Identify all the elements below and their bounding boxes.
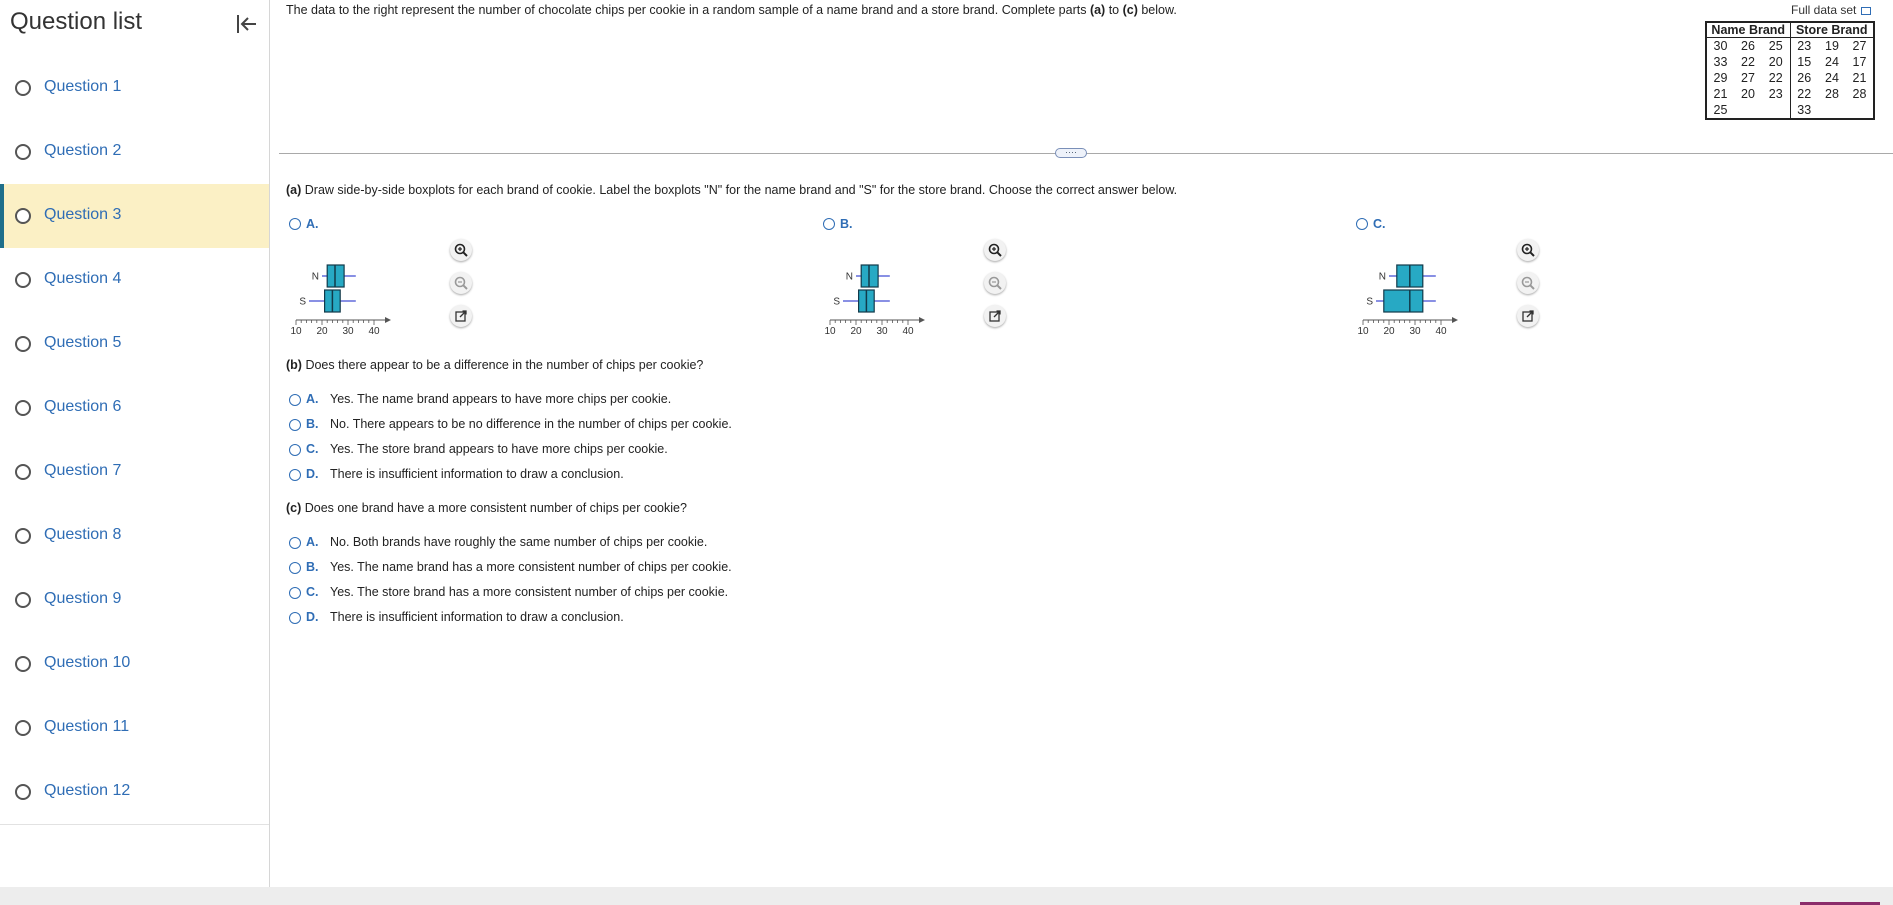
full-data-set-label[interactable]: Full data set xyxy=(1791,3,1857,17)
question-label[interactable]: Question 9 xyxy=(44,590,122,607)
part-b-option-letter[interactable]: D. xyxy=(306,467,319,481)
part-b-option-radio[interactable] xyxy=(289,394,301,406)
part-a-option-letter[interactable]: B. xyxy=(840,217,853,231)
part-c-option-text[interactable]: Yes. The store brand has a more consistent number of chips per cookie. xyxy=(330,585,729,599)
data-cell: 28 xyxy=(1825,87,1839,101)
part-c-option-text[interactable]: Yes. The name brand has a more consistent number of chips per cookie. xyxy=(330,560,732,574)
data-cell: 22 xyxy=(1790,86,1818,102)
question-status-icon xyxy=(15,656,31,672)
part-a-option-letter[interactable]: C. xyxy=(1373,217,1386,231)
data-cell: 26 xyxy=(1790,70,1818,86)
intro-text: The data to the right represent the number of chocolate chips per cookie in a random sample of a name brand and a store brand. Complete parts xyxy=(286,3,1090,17)
x-tick-label: 40 xyxy=(902,326,914,337)
question-list-sidebar xyxy=(0,0,270,887)
question-item[interactable] xyxy=(0,120,269,184)
intro-part-a: (a) xyxy=(1089,3,1106,17)
data-cell: 20 xyxy=(1768,55,1783,69)
data-cell: 25 xyxy=(1713,103,1728,117)
part-c-option-radio[interactable] xyxy=(289,537,301,549)
popout-button[interactable] xyxy=(450,305,472,327)
data-cell: 23 xyxy=(1768,87,1783,101)
data-cell xyxy=(1762,102,1790,119)
x-tick-label: 30 xyxy=(1409,326,1421,337)
question-status-icon xyxy=(15,592,31,608)
x-axis-arrow xyxy=(385,317,391,323)
zoom-out-icon xyxy=(1517,272,1539,294)
bottom-bar xyxy=(0,887,1893,905)
data-table-row xyxy=(1706,86,1874,102)
part-c-prompt xyxy=(286,501,687,515)
x-tick-label: 20 xyxy=(850,326,862,337)
zoom-out-button[interactable] xyxy=(450,272,472,294)
x-tick-label: 30 xyxy=(876,326,888,337)
part-c-option-radio[interactable] xyxy=(289,587,301,599)
x-tick-label: 20 xyxy=(1383,326,1395,337)
question-status-icon xyxy=(15,400,31,416)
part-b-option-radio[interactable] xyxy=(289,419,301,431)
sidebar-divider xyxy=(0,824,269,825)
zoom-out-icon xyxy=(984,272,1006,294)
part-b-option-radio[interactable] xyxy=(289,444,301,456)
data-cell: 23 xyxy=(1790,38,1818,55)
question-label[interactable]: Question 4 xyxy=(44,270,122,287)
question-intro xyxy=(286,3,1177,17)
part-a-option-radio[interactable] xyxy=(1356,218,1368,230)
zoom-in-icon xyxy=(450,239,472,261)
popout-button[interactable] xyxy=(1517,305,1539,327)
part-a-prompt xyxy=(286,183,1177,197)
part-c-option-text[interactable]: There is insufficient information to draw a conclusion. xyxy=(330,610,624,624)
data-table-body xyxy=(1706,38,1874,120)
part-b-option-text[interactable]: Yes. The store brand appears to have more chips per cookie. xyxy=(330,442,668,456)
question-status-icon xyxy=(15,80,31,96)
data-cell xyxy=(1818,102,1846,119)
boxplot-chart xyxy=(1353,247,1493,342)
part-b-option-text[interactable]: No. There appears to be no difference in the number of chips per cookie. xyxy=(330,417,732,431)
zoom-in-icon xyxy=(1517,239,1539,261)
handle xyxy=(997,252,1001,256)
data-table-row xyxy=(1706,102,1874,119)
data-table-row xyxy=(1706,70,1874,86)
zoom-in-button[interactable] xyxy=(1517,239,1539,261)
x-tick-label: 30 xyxy=(342,326,354,337)
zoom-out-icon xyxy=(450,272,472,294)
part-a-option-radio[interactable] xyxy=(289,218,301,230)
question-item[interactable] xyxy=(0,696,269,760)
part-a-text: Draw side-by-side boxplots for each brand of cookie. Label the boxplots "N" for the name brand and "S" for the store brand. Choose the correct answer below. xyxy=(301,183,1178,197)
series-label-N: N xyxy=(311,271,319,283)
data-table-header-row xyxy=(1706,22,1874,38)
part-b-option-radio[interactable] xyxy=(289,469,301,481)
intro-text-mid: to xyxy=(1105,3,1123,17)
zoom-in-button[interactable] xyxy=(984,239,1006,261)
handle xyxy=(997,285,1001,289)
part-b-prompt xyxy=(286,358,703,372)
data-cell xyxy=(1734,102,1762,119)
zoom-in-icon xyxy=(984,239,1006,261)
question-item[interactable] xyxy=(0,760,269,824)
handle xyxy=(1530,285,1534,289)
series-label-N: N xyxy=(1378,271,1386,283)
question-item[interactable] xyxy=(0,376,269,440)
question-item[interactable] xyxy=(0,568,269,632)
data-table xyxy=(1705,21,1875,120)
x-axis-arrow xyxy=(919,317,925,323)
data-cell: 26 xyxy=(1741,39,1755,53)
question-label[interactable]: Question 5 xyxy=(44,334,122,351)
data-cell: 20 xyxy=(1741,87,1755,101)
divider-handle[interactable]: ···· xyxy=(1055,148,1087,158)
part-c-option-letter[interactable]: B. xyxy=(306,560,319,574)
question-status-icon xyxy=(15,208,31,224)
part-b-option-letter[interactable]: C. xyxy=(306,442,319,456)
data-cell: 21 xyxy=(1852,71,1867,85)
question-status-icon xyxy=(15,528,31,544)
part-c-text: Does one brand have a more consistent number of chips per cookie? xyxy=(301,501,687,515)
data-cell: 28 xyxy=(1852,87,1867,101)
data-cell: 24 xyxy=(1825,55,1839,69)
popup-icon[interactable] xyxy=(1861,7,1871,15)
data-cell: 17 xyxy=(1852,55,1867,69)
data-cell: 25 xyxy=(1768,39,1783,53)
question-content xyxy=(271,0,1893,887)
series-label-S: S xyxy=(299,296,306,308)
data-cell: 29 xyxy=(1713,71,1728,85)
series-label-S: S xyxy=(1366,296,1373,308)
data-cell: 21 xyxy=(1713,87,1728,101)
part-a-option-radio[interactable] xyxy=(823,218,835,230)
question-label[interactable]: Question 3 xyxy=(44,206,122,223)
part-a-option-letter[interactable]: A. xyxy=(306,217,319,231)
question-status-icon xyxy=(15,144,31,160)
popout-icon xyxy=(1517,305,1539,327)
question-status-icon xyxy=(15,720,31,736)
question-list xyxy=(0,56,269,824)
data-cell: 19 xyxy=(1825,39,1839,53)
question-status-icon xyxy=(15,464,31,480)
question-label[interactable]: Question 2 xyxy=(44,142,122,159)
question-item[interactable] xyxy=(0,248,269,312)
question-item[interactable] xyxy=(0,632,269,696)
data-cell: 30 xyxy=(1713,39,1728,53)
data-cell: 27 xyxy=(1852,39,1867,53)
boxplot-chart xyxy=(286,247,426,342)
full-data-set-link[interactable] xyxy=(1791,3,1871,17)
collapse-sidebar-button[interactable] xyxy=(232,10,260,38)
question-item[interactable] xyxy=(0,312,269,376)
data-cell: 24 xyxy=(1825,71,1839,85)
zoom-out-button[interactable] xyxy=(1517,272,1539,294)
question-label[interactable]: Question 1 xyxy=(44,78,122,95)
header-store-brand: Store Brand xyxy=(1790,22,1874,38)
zoom-in-button[interactable] xyxy=(450,239,472,261)
question-status-icon xyxy=(15,336,31,352)
question-item[interactable] xyxy=(0,440,269,504)
x-tick-label: 10 xyxy=(1357,326,1369,337)
popout-icon xyxy=(984,305,1006,327)
part-c-option-letter[interactable]: C. xyxy=(306,585,319,599)
popout-icon xyxy=(450,305,472,327)
x-tick-label: 10 xyxy=(290,326,302,337)
data-cell: 15 xyxy=(1790,54,1818,70)
intro-part-c: (c) xyxy=(1122,3,1138,17)
question-item[interactable] xyxy=(0,184,269,248)
data-cell xyxy=(1846,102,1874,119)
data-table-row xyxy=(1706,54,1874,70)
question-status-icon xyxy=(15,784,31,800)
sidebar-header xyxy=(0,0,269,54)
part-b-option-text[interactable]: There is insufficient information to draw a conclusion. xyxy=(330,467,624,481)
sidebar-title: Question list xyxy=(10,8,143,35)
data-cell: 33 xyxy=(1713,55,1728,69)
question-label[interactable]: Question 8 xyxy=(44,526,122,543)
x-tick-label: 20 xyxy=(316,326,328,337)
collapse-sidebar-icon xyxy=(232,10,260,38)
question-status-icon xyxy=(15,272,31,288)
header-name-brand: Name Brand xyxy=(1706,22,1790,38)
handle xyxy=(1530,252,1534,256)
part-c-label: (c) xyxy=(286,501,302,515)
series-label-S: S xyxy=(833,296,840,308)
part-c-option-radio[interactable] xyxy=(289,562,301,574)
data-table-row xyxy=(1706,38,1874,55)
part-c-option-radio[interactable] xyxy=(289,612,301,624)
data-cell: 27 xyxy=(1741,71,1755,85)
question-label[interactable]: Question 12 xyxy=(44,782,131,799)
data-cell: 33 xyxy=(1790,102,1818,119)
question-label[interactable]: Question 10 xyxy=(44,654,131,671)
part-a-label: (a) xyxy=(286,183,302,197)
handle xyxy=(463,285,467,289)
part-b-option-text[interactable]: Yes. The name brand appears to have more chips per cookie. xyxy=(330,392,672,406)
part-b-label: (b) xyxy=(286,358,302,372)
part-c-option-text[interactable]: No. Both brands have roughly the same number of chips per cookie. xyxy=(330,535,708,549)
question-label[interactable]: Question 6 xyxy=(44,398,122,415)
box-S xyxy=(1384,290,1423,312)
popout-button[interactable] xyxy=(984,305,1006,327)
data-cell: 22 xyxy=(1768,71,1783,85)
x-tick-label: 10 xyxy=(824,326,836,337)
part-b-option-letter[interactable]: B. xyxy=(306,417,319,431)
x-tick-label: 40 xyxy=(1435,326,1447,337)
question-item[interactable] xyxy=(0,504,269,568)
part-c-option-letter[interactable]: D. xyxy=(306,610,319,624)
intro-text-end: below. xyxy=(1137,3,1177,17)
series-label-N: N xyxy=(845,271,853,283)
part-c-option-letter[interactable]: A. xyxy=(306,535,319,549)
handle xyxy=(463,252,467,256)
x-tick-label: 40 xyxy=(368,326,380,337)
question-label[interactable]: Question 7 xyxy=(44,462,122,479)
x-axis-arrow xyxy=(1452,317,1458,323)
zoom-out-button[interactable] xyxy=(984,272,1006,294)
data-cell: 22 xyxy=(1741,55,1755,69)
part-b-text: Does there appear to be a difference in the number of chips per cookie? xyxy=(301,358,704,372)
question-item[interactable] xyxy=(0,56,269,120)
boxplot-chart xyxy=(820,247,960,342)
part-b-option-letter[interactable]: A. xyxy=(306,392,319,406)
question-label[interactable]: Question 11 xyxy=(44,718,130,735)
